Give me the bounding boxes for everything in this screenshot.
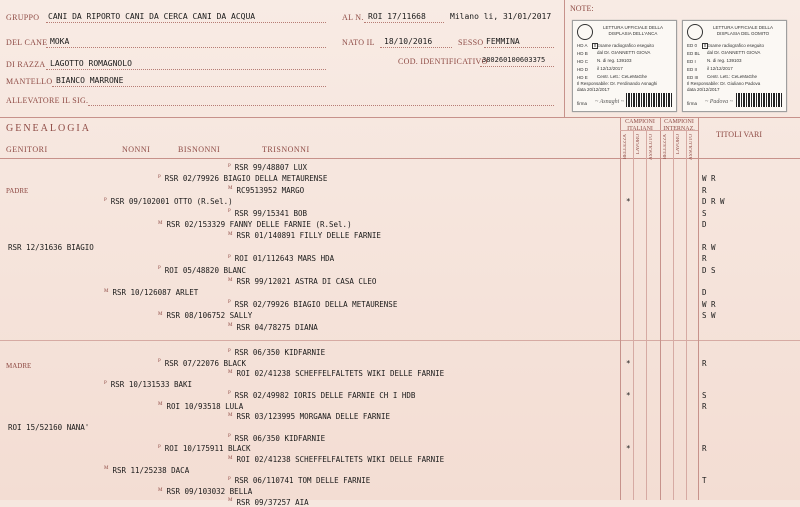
pedigree-entry: [158, 487, 252, 496]
stamp-text: Il Responsabile: Dr. Ferdinando Asnaghi: [577, 81, 658, 86]
col-genitori: GENITORI: [6, 145, 48, 154]
parent-type-marker: M: [158, 402, 163, 407]
sesso-label: SESSO: [458, 38, 484, 47]
dog-registration: RSR 07/22076 BLACK: [164, 358, 247, 368]
titoli-value: R: [702, 358, 707, 368]
parent-type-marker: M: [104, 288, 109, 294]
titoli-value: S: [702, 208, 707, 218]
sub-header: LAVORO: [636, 134, 641, 155]
barcode-icon: [626, 93, 672, 107]
dog-registration: RSR 10/131533 BAKI: [110, 380, 193, 390]
parent-type-marker: P: [104, 380, 107, 386]
stamp-logo-icon: [577, 24, 593, 40]
grade-label: ED I: [687, 59, 696, 64]
dog-registration: RSR 01/140891 FILLY DELLE FARNIE: [236, 231, 381, 241]
dog-registration: RSR 99/48807 LUX: [234, 163, 308, 172]
parent-type-marker: M: [228, 498, 233, 504]
dog-registration: RSR 08/106752 SALLY: [166, 311, 253, 321]
titoli-value: D: [702, 288, 707, 298]
titoli-value: S W: [702, 311, 716, 321]
titoli-value: T: [702, 476, 707, 486]
checked-box-icon: x: [703, 43, 707, 49]
pedigree-entry: [158, 402, 243, 411]
pedigree-entry: [158, 359, 246, 368]
pedigree-entry: [228, 455, 444, 464]
parent-type-marker: M: [158, 311, 163, 317]
pedigree-entry: [228, 412, 390, 421]
parent-type-marker: M: [228, 412, 233, 418]
titoli-value: R: [702, 254, 707, 264]
stamp-text: N. di reg. 139103: [707, 58, 742, 63]
dog-registration: RC9513952 MARGO: [236, 185, 305, 195]
parent-type-marker: P: [228, 348, 231, 354]
stamp-text: dal Dr. GIANNETTI GIOVA: [707, 50, 761, 55]
nato-label: NATO IL: [342, 38, 375, 47]
pedigree-entry: [228, 231, 381, 240]
pedigree-entry: [228, 209, 307, 218]
campioni-internaz-header: CAMPIONI INTERNAZ.: [663, 119, 695, 132]
parent-type-marker: P: [158, 174, 161, 180]
sub-header: BELLEZZA: [623, 134, 628, 160]
al-n-label: AL N.: [342, 13, 364, 22]
gruppo-value: CANI DA RIPORTO CANI DA CERCA CANI DA ACQUA: [48, 12, 256, 21]
dog-registration: RSR 10/126087 ARLET: [112, 288, 199, 298]
parent-type-marker: P: [228, 300, 231, 306]
stamp-title: LETTURA UFFICIALE DELLA DISPLASIA DELL'ANCA: [602, 25, 664, 36]
mantello-value: BIANCO MARRONE: [56, 76, 124, 85]
pedigree-entry: [158, 266, 246, 275]
col-bisnonni: BISNONNI: [178, 145, 221, 154]
dog-registration: RSR 99/12021 ASTRA DI CASA CLEO: [236, 277, 377, 286]
signature-icon: ~ Padova ~: [705, 99, 733, 105]
dog-registration: RSR 99/15341 BOB: [234, 208, 308, 218]
col-trisnonni: TRISNONNI: [262, 145, 310, 154]
dog-registration: RSR 02/79926 BIAGIO DELLA METAURENSE: [164, 174, 328, 184]
titoli-value: W R: [702, 174, 716, 184]
stamp-text: il 12/12/2017: [597, 66, 623, 71]
stamp-text: il 12/12/2017: [707, 66, 733, 71]
pedigree-entry: [228, 476, 370, 485]
parent-type-marker: M: [228, 231, 233, 237]
checked-box-icon: x: [593, 43, 597, 49]
parent-type-marker: P: [228, 434, 231, 440]
pedigree-entry: [158, 444, 251, 453]
pedigree-entry: [228, 277, 376, 286]
grade-label: ED 0: [687, 43, 698, 48]
codice-value: 380260100603375: [482, 56, 546, 64]
pedigree-entry: [228, 323, 318, 332]
dog-registration: ROI 02/41238 SCHEFFELFALTETS WIKI DELLE FARNIE: [236, 369, 445, 379]
champion-mark: *: [626, 197, 631, 207]
titoli-value: S: [702, 390, 707, 400]
pedigree-entry: [158, 220, 352, 229]
pedigree-entry: [228, 348, 325, 357]
stamp-text: data 20/12/2017: [577, 87, 610, 92]
dog-registration: RSR 09/103032 BELLA: [166, 487, 253, 497]
cane-value: MOKA: [50, 37, 70, 46]
pedigree-entry: [104, 466, 189, 475]
nato-value: 18/10/2016: [384, 37, 433, 46]
parent-type-marker: M: [158, 220, 163, 226]
grade-label: HD A: [577, 43, 588, 48]
parent-type-marker: M: [228, 277, 233, 283]
parent-type-marker: P: [228, 391, 231, 397]
dog-registration: RSR 06/350 KIDFARNIE: [234, 433, 326, 443]
genealogy-title: GENEALOGIA: [6, 123, 91, 134]
sesso-value: FEMMINA: [486, 37, 520, 46]
padre-label: PADRE: [6, 187, 29, 195]
dog-registration: RSR 12/31636 BIAGIO: [8, 242, 94, 252]
titoli-value: D R W: [702, 197, 725, 207]
parent-type-marker: M: [228, 186, 233, 192]
grade-label: ED II: [687, 67, 698, 72]
dog-registration: RSR 03/123995 MORGANA DELLE FARNIE: [236, 412, 390, 422]
al-n-value: ROI 17/11668: [368, 12, 426, 21]
parent-type-marker: P: [228, 163, 231, 169]
stamp-title: LETTURA UFFICIALE DELLA DISPLASIA DEL GOMITO: [712, 25, 774, 36]
razza-value: LAGOTTO ROMAGNOLO: [50, 59, 132, 68]
pedigree-entry: [158, 174, 327, 183]
grade-label: HD B: [577, 51, 588, 56]
titoli-value: R: [702, 401, 707, 411]
sub-header: LAVORO: [676, 134, 681, 155]
stamp-text: Il Responsabile: Dr. Giuliano Padova: [687, 81, 761, 86]
stamp-text: Centr. Lett.: CeLeMaGhe: [597, 74, 648, 79]
titoli-value: R: [702, 185, 707, 195]
parent-type-marker: M: [228, 323, 233, 329]
pedigree-entry: [228, 254, 334, 263]
dog-registration: ROI 05/48820 BLANC: [164, 265, 247, 275]
parent-type-marker: M: [228, 369, 233, 375]
pedigree-entry: [8, 243, 94, 252]
dog-registration: RSR 02/153329 FANNY DELLE FARNIE (R.Sel.): [166, 220, 352, 229]
sub-header: ASSOLUTO: [649, 134, 654, 161]
dog-registration: ROI 02/41238 SCHEFFELFALTETS WIKI DELLE FARNIE: [236, 455, 445, 464]
stamp-text: Centr. Lett.: CeLeMaGhe: [707, 74, 758, 79]
parent-type-marker: P: [228, 476, 231, 482]
barcode-icon: [736, 93, 782, 107]
dog-registration: RSR 11/25238 DACA: [112, 465, 190, 475]
mantello-label: MANTELLO: [6, 77, 53, 86]
stamp-text: firma: [687, 101, 697, 106]
pedigree-entry: [158, 311, 252, 320]
signature-icon: ~ Asnaghi ~: [595, 99, 625, 105]
grade-label: ED III: [687, 75, 699, 80]
madre-label: MADRE: [6, 362, 32, 370]
place-date: Milano li, 31/01/2017: [450, 12, 552, 21]
dog-registration: RSR 09/102001 OTTO (R.Sel.): [110, 197, 233, 207]
dog-registration: RSR 09/37257 AIA: [236, 497, 309, 507]
pedigree-entry: [228, 186, 304, 195]
dog-registration: ROI 01/112643 MARS HDA: [234, 254, 335, 264]
stamp-text: Esame radiografico eseguito: [597, 43, 655, 48]
pedigree-entry: [228, 300, 397, 309]
pedigree-entry: [228, 498, 309, 507]
champion-mark: *: [626, 390, 631, 400]
grade-label: HD D: [577, 67, 588, 72]
stamp-text: Esame radiografico eseguito: [707, 43, 765, 48]
pedigree-entry: [104, 288, 198, 297]
col-nonni: NONNI: [122, 145, 151, 154]
titoli-value: R: [702, 444, 707, 454]
razza-label: DI RAZZA: [6, 60, 46, 69]
dog-registration: ROI 10/93518 LULA: [166, 401, 244, 411]
pedigree-entry: [228, 434, 325, 443]
dog-registration: ROI 10/175911 BLACK: [164, 444, 251, 454]
parent-type-marker: P: [158, 359, 161, 365]
elbow-dysplasia-stamp: [682, 20, 787, 112]
parent-type-marker: M: [104, 466, 109, 472]
champion-mark: *: [626, 444, 631, 454]
sub-header: BELLEZZA: [663, 134, 668, 160]
titoli-value: R W: [702, 242, 716, 252]
dog-registration: RSR 02/79926 BIAGIO DELLA METAURENSE: [234, 299, 398, 309]
grade-label: HD E: [577, 75, 588, 80]
allevatore-label: ALLEVATORE IL SIG.: [6, 96, 89, 105]
dog-registration: RSR 06/110741 TOM DELLE FARNIE: [234, 476, 371, 486]
dog-registration: ROI 15/52160 NANA': [8, 422, 90, 432]
dog-registration: RSR 04/78275 DIANA: [236, 322, 318, 332]
pedigree-entry: [228, 369, 444, 378]
champion-mark: *: [626, 358, 631, 368]
parent-type-marker: P: [158, 266, 161, 272]
dog-registration: RSR 02/49982 IORIS DELLE FARNIE CH I HDB: [234, 390, 416, 400]
stamp-text: firma: [577, 101, 587, 106]
stamp-logo-icon: [687, 24, 703, 40]
stamp-text: dal Dr. GIANNETTI GIOVA: [597, 50, 651, 55]
parent-type-marker: P: [104, 197, 107, 203]
notes-label: NOTE:: [570, 4, 594, 13]
parent-type-marker: M: [158, 487, 163, 493]
campioni-italiani-header: CAMPIONI ITALIANI: [625, 119, 655, 132]
pedigree-entry: [228, 391, 415, 400]
parent-type-marker: P: [158, 444, 161, 450]
parent-type-marker: P: [228, 209, 231, 215]
pedigree-entry: [8, 423, 89, 432]
grade-label: HD C: [577, 59, 588, 64]
hip-dysplasia-stamp: [572, 20, 677, 112]
titoli-vari-header: TITOLI VARI: [716, 130, 762, 139]
stamp-text: data 20/12/2017: [687, 87, 720, 92]
codice-label: COD. IDENTIFICATIVO: [398, 57, 488, 66]
pedigree-entry: [104, 197, 233, 206]
pedigree-entry: [104, 380, 192, 389]
titoli-value: D: [702, 220, 707, 229]
sub-header: ASSOLUTO: [689, 134, 694, 161]
parent-type-marker: M: [228, 455, 233, 461]
gruppo-label: GRUPPO: [6, 13, 40, 22]
parent-type-marker: P: [228, 254, 231, 260]
stamp-text: N. di reg. 139103: [597, 58, 632, 63]
titoli-value: W R: [702, 299, 716, 309]
cane-label: DEL CANE: [6, 38, 48, 47]
grade-label: ED BL: [687, 51, 701, 56]
dog-registration: RSR 06/350 KIDFARNIE: [234, 348, 326, 357]
titoli-value: D S: [702, 265, 716, 275]
pedigree-entry: [228, 163, 307, 172]
